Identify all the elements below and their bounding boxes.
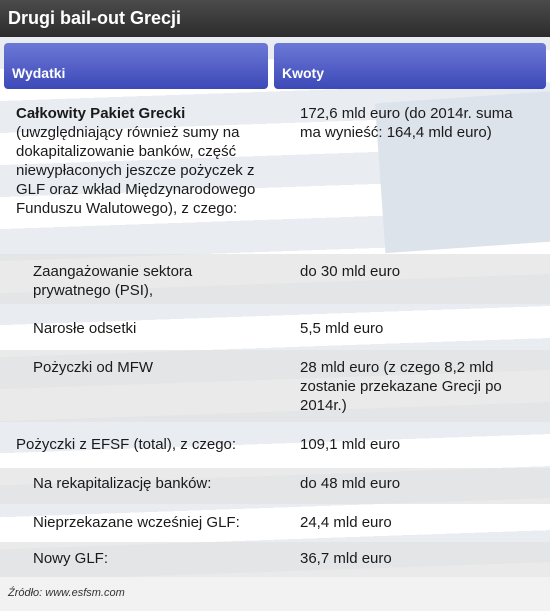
header-kwoty: Kwoty [274, 43, 546, 89]
row-label [16, 104, 284, 218]
table-row [0, 426, 550, 466]
table-row [0, 104, 550, 252]
table-row [0, 254, 550, 304]
row-value: do 30 mld euro [300, 263, 401, 280]
row-value: 36,7 mld euro [300, 550, 392, 567]
source-note: Źródło: www.esfsm.com [8, 587, 125, 599]
row-label: Pożyczki od MFW [33, 359, 154, 376]
row-label: Na rekapitalizację banków: [33, 475, 212, 492]
table-row [0, 468, 550, 504]
row-label: Zaangażowanie sektora prywatnego (PSI), [33, 263, 193, 299]
row-value: 28 mld euro (z czego 8,2 mld zostanie przekazane Grecji po 2014r.) [300, 359, 502, 414]
table-row [0, 350, 550, 422]
row-value: 109,1 mld euro [300, 436, 401, 453]
row-value: 172,6 mld euro (do 2014r. suma ma wynieść: 164,4 mld euro) [300, 105, 513, 141]
title-bar [0, 0, 550, 37]
row-value: 24,4 mld euro [300, 514, 392, 531]
table-row [0, 308, 550, 348]
page-title: Drugi bail-out Grecji [8, 8, 182, 28]
row-label-text: (uwzględniający również sumy na dokapitalizowanie banków, część niewypłaconych jeszcze pożyczek z GLF oraz wkład Międzynarodowego Funduszu Walutowego), z czego: [16, 124, 256, 217]
row-value: 5,5 mld euro [300, 320, 384, 337]
table-row [0, 506, 550, 540]
table-row [0, 542, 550, 577]
row-label: Pożyczki z EFSF (total), z czego: [16, 436, 237, 453]
row-label: Nowy GLF: [33, 550, 109, 567]
row-value: do 48 mld euro [300, 475, 401, 492]
header-wydatki: Wydatki [4, 43, 268, 89]
row-label-bold: Całkowity Pakiet Grecki [16, 105, 186, 122]
row-label: Nieprzekazane wcześniej GLF: [33, 514, 240, 531]
row-label: Narosłe odsetki [33, 320, 137, 337]
